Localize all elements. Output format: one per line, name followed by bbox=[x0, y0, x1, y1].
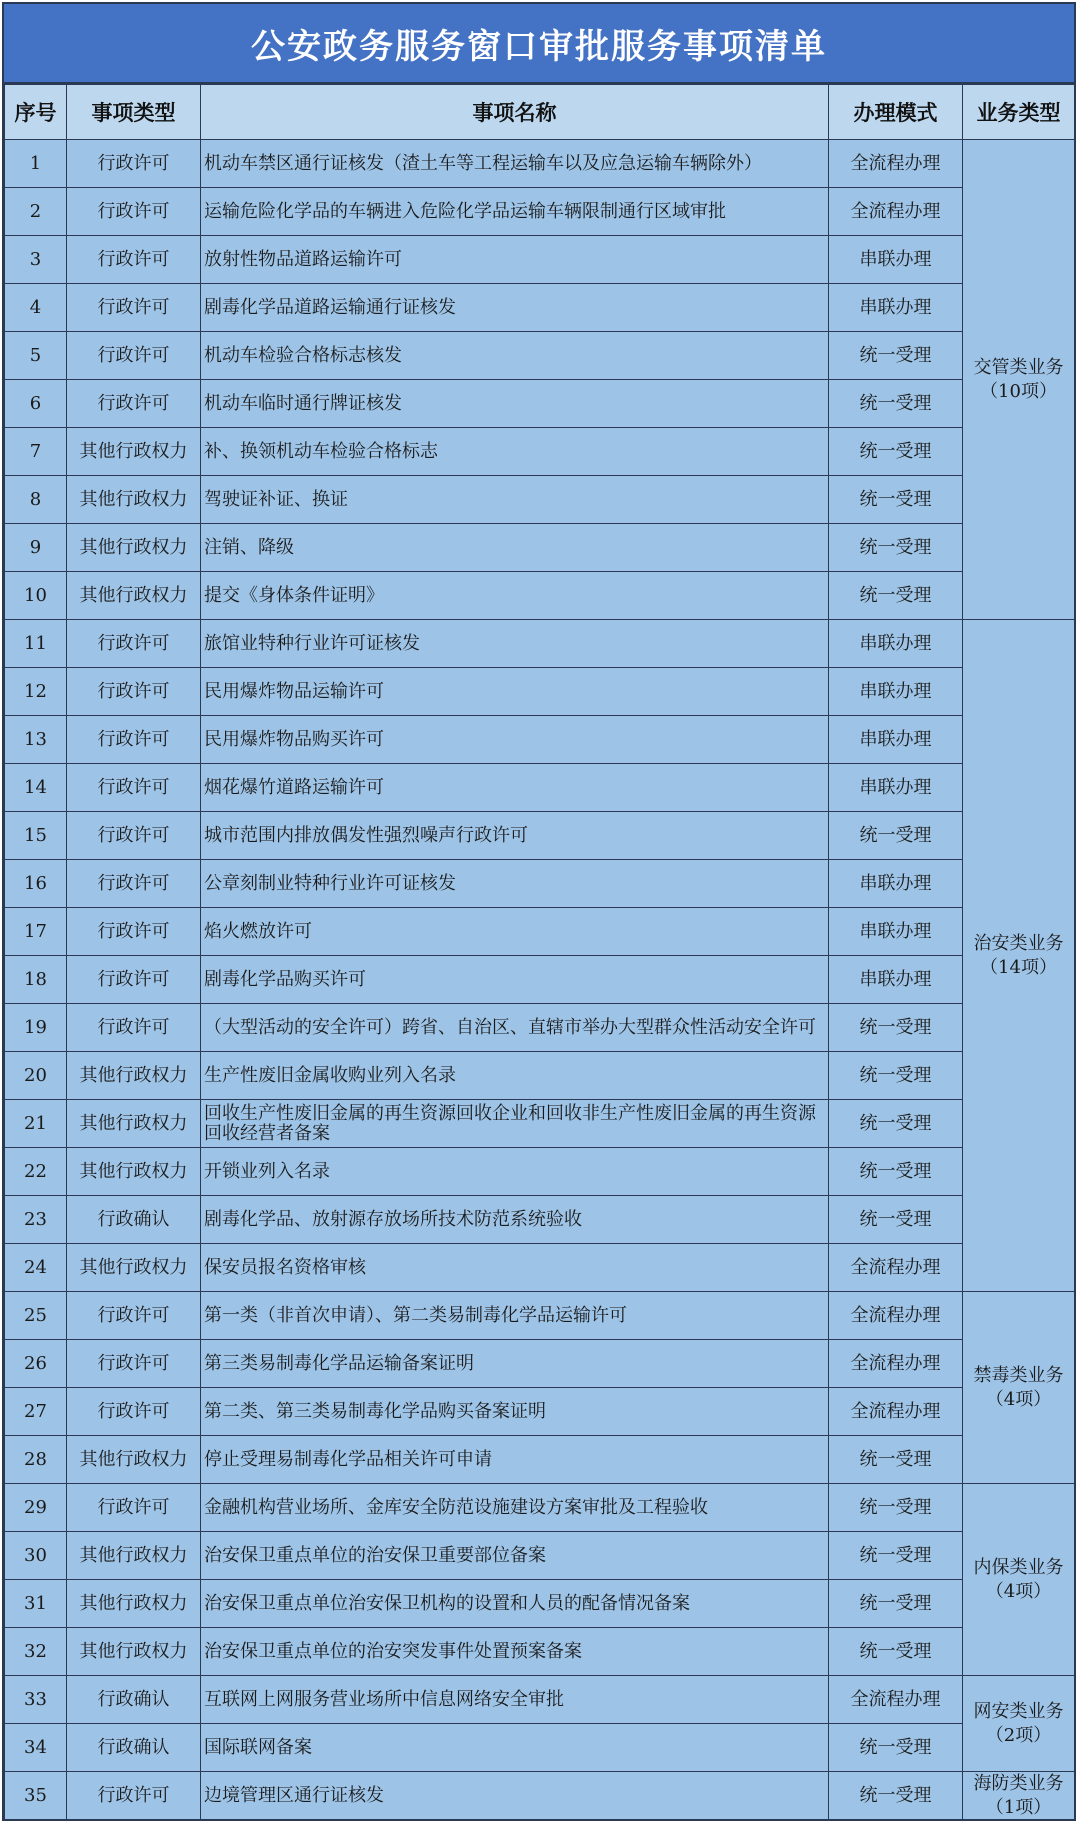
item-name: 民用爆炸物品购买许可 bbox=[201, 716, 829, 764]
handling-mode: 统一受理 bbox=[829, 1004, 963, 1052]
item-name: 民用爆炸物品运输许可 bbox=[201, 668, 829, 716]
row-number: 29 bbox=[5, 1484, 67, 1532]
item-type: 其他行政权力 bbox=[67, 1100, 201, 1148]
business-type-label: 网安类业务 bbox=[973, 1700, 1064, 1722]
row-number: 27 bbox=[5, 1388, 67, 1436]
business-type-label: 交管类业务 bbox=[973, 356, 1064, 378]
item-name: 驾驶证补证、换证 bbox=[201, 476, 829, 524]
table-row bbox=[5, 140, 1075, 188]
item-type: 其他行政权力 bbox=[67, 1052, 201, 1100]
handling-mode: 统一受理 bbox=[829, 572, 963, 620]
table-row bbox=[5, 1772, 1075, 1821]
business-type-cell bbox=[963, 1676, 1075, 1772]
item-type: 行政许可 bbox=[67, 764, 201, 812]
row-number: 1 bbox=[5, 140, 67, 188]
row-number: 25 bbox=[5, 1292, 67, 1340]
handling-mode: 统一受理 bbox=[829, 1196, 963, 1244]
handling-mode: 统一受理 bbox=[829, 428, 963, 476]
table-row bbox=[5, 1244, 1075, 1292]
table-row bbox=[5, 956, 1075, 1004]
table-row bbox=[5, 1292, 1075, 1340]
item-type: 行政许可 bbox=[67, 1772, 201, 1821]
row-number: 32 bbox=[5, 1628, 67, 1676]
item-type: 行政许可 bbox=[67, 236, 201, 284]
table-row bbox=[5, 1724, 1075, 1772]
table-row bbox=[5, 524, 1075, 572]
item-name: 生产性废旧金属收购业列入名录 bbox=[201, 1052, 829, 1100]
handling-mode: 统一受理 bbox=[829, 1532, 963, 1580]
row-number: 30 bbox=[5, 1532, 67, 1580]
item-name: 金融机构营业场所、金库安全防范设施建设方案审批及工程验收 bbox=[201, 1484, 829, 1532]
handling-mode: 串联办理 bbox=[829, 620, 963, 668]
table-row bbox=[5, 860, 1075, 908]
item-type: 其他行政权力 bbox=[67, 524, 201, 572]
item-name: 运输危险化学品的车辆进入危险化学品运输车辆限制通行区域审批 bbox=[201, 188, 829, 236]
table-row bbox=[5, 188, 1075, 236]
handling-mode: 统一受理 bbox=[829, 1724, 963, 1772]
handling-mode: 统一受理 bbox=[829, 380, 963, 428]
item-name: 第二类、第三类易制毒化学品购买备案证明 bbox=[201, 1388, 829, 1436]
item-type: 行政许可 bbox=[67, 956, 201, 1004]
handling-mode: 串联办理 bbox=[829, 860, 963, 908]
item-name: 治安保卫重点单位治安保卫机构的设置和人员的配备情况备案 bbox=[201, 1580, 829, 1628]
table-row bbox=[5, 1100, 1075, 1148]
row-number: 21 bbox=[5, 1100, 67, 1148]
row-number: 12 bbox=[5, 668, 67, 716]
item-name: 补、换领机动车检验合格标志 bbox=[201, 428, 829, 476]
row-number: 3 bbox=[5, 236, 67, 284]
item-type: 行政许可 bbox=[67, 812, 201, 860]
business-type-label: 治安类业务 bbox=[973, 932, 1064, 954]
row-number: 4 bbox=[5, 284, 67, 332]
item-name: 回收生产性废旧金属的再生资源回收企业和回收非生产性废旧金属的再生资源回收经营者备案 bbox=[201, 1100, 829, 1148]
item-type: 其他行政权力 bbox=[67, 572, 201, 620]
item-name: 机动车禁区通行证核发（渣土车等工程运输车以及应急运输车辆除外） bbox=[201, 140, 829, 188]
handling-mode: 统一受理 bbox=[829, 1052, 963, 1100]
business-type-count: （14项） bbox=[980, 956, 1057, 978]
header-mode: 办理模式 bbox=[829, 85, 963, 140]
table-row bbox=[5, 1052, 1075, 1100]
handling-mode: 全流程办理 bbox=[829, 1340, 963, 1388]
row-number: 23 bbox=[5, 1196, 67, 1244]
handling-mode: 统一受理 bbox=[829, 812, 963, 860]
item-name: 边境管理区通行证核发 bbox=[201, 1772, 829, 1821]
handling-mode: 统一受理 bbox=[829, 524, 963, 572]
item-type: 其他行政权力 bbox=[67, 1532, 201, 1580]
table-row bbox=[5, 1580, 1075, 1628]
table-row bbox=[5, 428, 1075, 476]
handling-mode: 全流程办理 bbox=[829, 1244, 963, 1292]
header-name: 事项名称 bbox=[201, 85, 829, 140]
item-type: 其他行政权力 bbox=[67, 1244, 201, 1292]
table-body bbox=[5, 140, 1075, 1821]
table-row bbox=[5, 1004, 1075, 1052]
item-type: 行政许可 bbox=[67, 188, 201, 236]
handling-mode: 统一受理 bbox=[829, 1484, 963, 1532]
row-number: 5 bbox=[5, 332, 67, 380]
handling-mode: 统一受理 bbox=[829, 1148, 963, 1196]
item-type: 其他行政权力 bbox=[67, 1436, 201, 1484]
business-type-count: （1项） bbox=[985, 1797, 1052, 1818]
table-row bbox=[5, 1340, 1075, 1388]
item-name: 剧毒化学品购买许可 bbox=[201, 956, 829, 1004]
item-name: 保安员报名资格审核 bbox=[201, 1244, 829, 1292]
business-type-count: （4项） bbox=[985, 1580, 1052, 1602]
row-number: 16 bbox=[5, 860, 67, 908]
handling-mode: 串联办理 bbox=[829, 284, 963, 332]
item-type: 其他行政权力 bbox=[67, 1580, 201, 1628]
row-number: 28 bbox=[5, 1436, 67, 1484]
row-number: 7 bbox=[5, 428, 67, 476]
item-name: 国际联网备案 bbox=[201, 1724, 829, 1772]
table-row bbox=[5, 332, 1075, 380]
row-number: 9 bbox=[5, 524, 67, 572]
item-name: 提交《身体条件证明》 bbox=[201, 572, 829, 620]
row-number: 10 bbox=[5, 572, 67, 620]
business-type-label: 禁毒类业务 bbox=[973, 1364, 1064, 1386]
item-name: 城市范围内排放偶发性强烈噪声行政许可 bbox=[201, 812, 829, 860]
item-name: 旅馆业特种行业许可证核发 bbox=[201, 620, 829, 668]
handling-mode: 全流程办理 bbox=[829, 188, 963, 236]
item-name: 开锁业列入名录 bbox=[201, 1148, 829, 1196]
handling-mode: 统一受理 bbox=[829, 1628, 963, 1676]
service-list-table bbox=[2, 2, 1076, 1821]
table-row bbox=[5, 716, 1075, 764]
handling-mode: 串联办理 bbox=[829, 764, 963, 812]
header-num: 序号 bbox=[5, 85, 67, 140]
item-name: 第一类（非首次申请）、第二类易制毒化学品运输许可 bbox=[201, 1292, 829, 1340]
row-number: 19 bbox=[5, 1004, 67, 1052]
business-type-cell bbox=[963, 1484, 1075, 1676]
item-type: 行政许可 bbox=[67, 380, 201, 428]
row-number: 22 bbox=[5, 1148, 67, 1196]
table-row bbox=[5, 1484, 1075, 1532]
row-number: 31 bbox=[5, 1580, 67, 1628]
table-row bbox=[5, 236, 1075, 284]
item-type: 其他行政权力 bbox=[67, 1148, 201, 1196]
handling-mode: 串联办理 bbox=[829, 668, 963, 716]
row-number: 17 bbox=[5, 908, 67, 956]
item-type: 行政确认 bbox=[67, 1724, 201, 1772]
handling-mode: 统一受理 bbox=[829, 1100, 963, 1148]
header-type: 事项类型 bbox=[67, 85, 201, 140]
table-row bbox=[5, 1148, 1075, 1196]
item-name: 烟花爆竹道路运输许可 bbox=[201, 764, 829, 812]
business-type-count: （4项） bbox=[985, 1388, 1052, 1410]
business-type-cell bbox=[963, 140, 1075, 620]
item-name: 剧毒化学品道路运输通行证核发 bbox=[201, 284, 829, 332]
item-name: 停止受理易制毒化学品相关许可申请 bbox=[201, 1436, 829, 1484]
row-number: 13 bbox=[5, 716, 67, 764]
table-row bbox=[5, 284, 1075, 332]
item-type: 行政许可 bbox=[67, 332, 201, 380]
handling-mode: 全流程办理 bbox=[829, 140, 963, 188]
row-number: 34 bbox=[5, 1724, 67, 1772]
item-name: 第三类易制毒化学品运输备案证明 bbox=[201, 1340, 829, 1388]
table-row bbox=[5, 1532, 1075, 1580]
handling-mode: 统一受理 bbox=[829, 332, 963, 380]
item-name: （大型活动的安全许可）跨省、自治区、直辖市举办大型群众性活动安全许可 bbox=[201, 1004, 829, 1052]
table-row bbox=[5, 1628, 1075, 1676]
item-name: 焰火燃放许可 bbox=[201, 908, 829, 956]
header-row bbox=[5, 85, 1075, 140]
item-type: 行政许可 bbox=[67, 1004, 201, 1052]
business-type-cell bbox=[963, 620, 1075, 1292]
handling-mode: 统一受理 bbox=[829, 1580, 963, 1628]
items-table bbox=[4, 84, 1075, 1821]
handling-mode: 串联办理 bbox=[829, 236, 963, 284]
row-number: 14 bbox=[5, 764, 67, 812]
handling-mode: 统一受理 bbox=[829, 476, 963, 524]
item-type: 行政许可 bbox=[67, 668, 201, 716]
row-number: 20 bbox=[5, 1052, 67, 1100]
item-type: 行政许可 bbox=[67, 140, 201, 188]
table-row bbox=[5, 380, 1075, 428]
item-type: 行政许可 bbox=[67, 1484, 201, 1532]
table-row bbox=[5, 1436, 1075, 1484]
table-row bbox=[5, 812, 1075, 860]
row-number: 26 bbox=[5, 1340, 67, 1388]
handling-mode: 全流程办理 bbox=[829, 1676, 963, 1724]
business-type-label: 海防类业务 bbox=[973, 1773, 1064, 1794]
item-type: 行政许可 bbox=[67, 860, 201, 908]
item-type: 其他行政权力 bbox=[67, 476, 201, 524]
handling-mode: 串联办理 bbox=[829, 908, 963, 956]
item-type: 行政确认 bbox=[67, 1196, 201, 1244]
item-name: 机动车检验合格标志核发 bbox=[201, 332, 829, 380]
item-name: 治安保卫重点单位的治安突发事件处置预案备案 bbox=[201, 1628, 829, 1676]
item-name: 剧毒化学品、放射源存放场所技术防范系统验收 bbox=[201, 1196, 829, 1244]
table-row bbox=[5, 908, 1075, 956]
handling-mode: 统一受理 bbox=[829, 1436, 963, 1484]
business-type-cell bbox=[963, 1772, 1075, 1821]
header-biz: 业务类型 bbox=[963, 85, 1075, 140]
handling-mode: 串联办理 bbox=[829, 956, 963, 1004]
row-number: 24 bbox=[5, 1244, 67, 1292]
item-type: 行政许可 bbox=[67, 1292, 201, 1340]
row-number: 2 bbox=[5, 188, 67, 236]
item-name: 公章刻制业特种行业许可证核发 bbox=[201, 860, 829, 908]
table-row bbox=[5, 620, 1075, 668]
item-name: 互联网上网服务营业场所中信息网络安全审批 bbox=[201, 1676, 829, 1724]
item-type: 其他行政权力 bbox=[67, 428, 201, 476]
row-number: 18 bbox=[5, 956, 67, 1004]
table-row bbox=[5, 764, 1075, 812]
item-type: 行政许可 bbox=[67, 284, 201, 332]
handling-mode: 全流程办理 bbox=[829, 1388, 963, 1436]
item-name: 机动车临时通行牌证核发 bbox=[201, 380, 829, 428]
table-row bbox=[5, 1196, 1075, 1244]
row-number: 15 bbox=[5, 812, 67, 860]
handling-mode: 串联办理 bbox=[829, 716, 963, 764]
table-row bbox=[5, 1388, 1075, 1436]
page-title: 公安政务服务窗口审批服务事项清单 bbox=[4, 4, 1074, 84]
handling-mode: 统一受理 bbox=[829, 1772, 963, 1821]
business-type-count: （10项） bbox=[980, 380, 1057, 402]
row-number: 35 bbox=[5, 1772, 67, 1821]
handling-mode: 全流程办理 bbox=[829, 1292, 963, 1340]
item-type: 行政许可 bbox=[67, 1388, 201, 1436]
business-type-count: （2项） bbox=[985, 1724, 1052, 1746]
business-type-cell bbox=[963, 1292, 1075, 1484]
table-row bbox=[5, 668, 1075, 716]
row-number: 8 bbox=[5, 476, 67, 524]
item-name: 治安保卫重点单位的治安保卫重要部位备案 bbox=[201, 1532, 829, 1580]
item-type: 行政确认 bbox=[67, 1676, 201, 1724]
table-row bbox=[5, 1676, 1075, 1724]
item-type: 其他行政权力 bbox=[67, 1628, 201, 1676]
table-row bbox=[5, 476, 1075, 524]
item-type: 行政许可 bbox=[67, 716, 201, 764]
item-name: 注销、降级 bbox=[201, 524, 829, 572]
row-number: 6 bbox=[5, 380, 67, 428]
business-type-label: 内保类业务 bbox=[973, 1556, 1064, 1578]
row-number: 11 bbox=[5, 620, 67, 668]
item-type: 行政许可 bbox=[67, 1340, 201, 1388]
item-type: 行政许可 bbox=[67, 620, 201, 668]
item-name: 放射性物品道路运输许可 bbox=[201, 236, 829, 284]
table-row bbox=[5, 572, 1075, 620]
row-number: 33 bbox=[5, 1676, 67, 1724]
item-type: 行政许可 bbox=[67, 908, 201, 956]
